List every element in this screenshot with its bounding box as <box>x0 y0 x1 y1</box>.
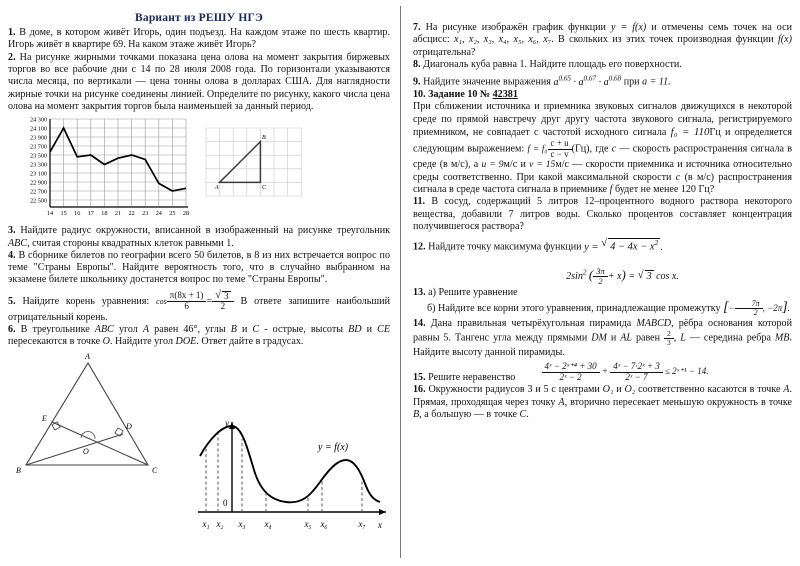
question-5-text-a: Найдите корень уравнения: <box>22 295 150 307</box>
tin-price-chart-svg <box>8 115 193 223</box>
two-column-layout <box>8 6 792 558</box>
question-11-number: 11. <box>413 196 426 208</box>
q15-f1-num: 4ˣ − 2ˣ⁺⁴ + 30 <box>542 362 600 372</box>
q10-text-a: При сближении источника и приемника звуковых сигналов движущихся в некоторой среде по прямой навстречу друг другу частота звукового сигнала, регистрируемого приемником, не совпадает с частотой исходного сигнала <box>413 101 792 138</box>
tri-label-A: A <box>85 352 90 361</box>
q14-text-b: , рёбра основания которой равны 5. Тангенс угла между прямыми <box>413 317 793 344</box>
q10-c: c <box>611 143 617 155</box>
q14-mb: MB <box>774 332 790 344</box>
question-1-text: В доме, в котором живёт Игорь, один подъезд. На каждом этаже по шесть квартир. Игорь живёт в квартире 69. На каком этаже живёт Игорь? <box>8 27 390 51</box>
q16-text-f: . <box>526 409 529 420</box>
question-5-number: 5. <box>8 295 16 307</box>
q14-text-a: Дана правильная четырёхугольная пирамида <box>430 317 637 329</box>
svg-text:24 300: 24 300 <box>29 116 47 124</box>
q10-f0: f₀ = 110 <box>670 125 710 138</box>
q7-text-b: и отмечены семь точек на оси абсцисс: <box>413 22 792 46</box>
q16-pc: C <box>519 409 527 420</box>
q10-ms1: м/с <box>503 159 518 171</box>
q14-text-e: — середина ребра <box>685 332 775 344</box>
q8-text: Диагональ куба равна 1. Найдите площадь его поверхности. <box>423 58 682 70</box>
question-16-number: 16. <box>413 384 426 396</box>
q9-value: a = 11. <box>642 76 671 88</box>
sqrt-icon: √ 3 <box>638 270 654 282</box>
question-7-number: 7. <box>413 22 421 33</box>
q6-b: B <box>230 323 237 335</box>
q6-abc: ABC <box>94 323 114 335</box>
q10-heading-text: Задание 10 № <box>428 88 491 100</box>
svg-text:23 300: 23 300 <box>29 161 47 169</box>
question-16 <box>413 384 792 421</box>
q13-part-b-label: б) <box>427 302 436 314</box>
question-5 <box>8 291 390 324</box>
question-4 <box>8 250 390 287</box>
q6-t1: В <box>20 323 28 335</box>
svg-text:23 700: 23 700 <box>29 143 47 151</box>
q14-tan-den: 3 <box>667 338 671 347</box>
question-12-number: 12. <box>413 241 426 253</box>
q15-f2-den: 2ˣ − 7 <box>625 371 648 382</box>
grid-label-B: B <box>262 135 266 142</box>
q10-formula-unit: (Гц), <box>571 143 593 155</box>
question-13-part-b <box>413 299 792 318</box>
q6-o: O <box>102 336 110 348</box>
q12-text: Найдите точку максимума функции <box>428 241 582 253</box>
q6-t5: углы <box>205 323 226 335</box>
question-10-number: 10. <box>413 88 426 100</box>
q6-t4: равен <box>154 323 179 335</box>
q6-t12: . Ответ дайте в градусах. <box>196 336 304 348</box>
grid-label-C: C <box>262 185 267 192</box>
q10-text-g: будет не менее 120 Гц? <box>614 184 715 195</box>
question-5-rhs-num <box>212 291 234 302</box>
q9-text-b: при <box>623 76 640 88</box>
grid-triangle-figure <box>201 125 311 201</box>
question-3-number: 3. <box>8 225 16 237</box>
q11-text: В сосуд, содержащий 5 литров 12–процентного водного раствора некоторого вещества, добавили 7 литров воды. Сколько процентов составляет концентрация получившегося раствора? <box>413 196 793 232</box>
q15-rhs: ≤ 2ˣ⁺¹ − 14. <box>664 366 709 377</box>
q15-fraction-1 <box>542 362 600 382</box>
q7-fn: y = f(x) <box>610 22 647 33</box>
svg-text:23 500: 23 500 <box>29 152 47 160</box>
q15-text: Решите неравенство <box>428 372 516 384</box>
svg-text:18: 18 <box>101 210 108 218</box>
q6-t6: и <box>241 323 248 335</box>
tin-price-chart <box>8 115 193 223</box>
q6-t10: пересекаются в точке <box>8 336 101 348</box>
question-7 <box>413 22 792 59</box>
q10-text-f: (в м/с) распространения сигнала в среде частота сигнала в приемнике <box>413 171 792 195</box>
sqrt-icon: √ 3 <box>215 291 231 301</box>
grid-label-A: A <box>215 185 219 192</box>
q14-tan-num: 2 <box>664 330 674 339</box>
question-13-number: 13. <box>413 286 426 298</box>
question-8 <box>413 59 792 71</box>
q6-doe: DOE <box>175 336 197 348</box>
figures-row-chart-grid <box>8 115 390 223</box>
svg-text:17: 17 <box>87 210 94 218</box>
q6-t8: высоты <box>310 323 344 335</box>
q13-text-b: Найдите все корни этого уравнения, принадлежащие промежутку <box>438 302 721 314</box>
q10-formula-fraction <box>548 139 572 159</box>
q10-formula-num: c + u <box>548 139 572 149</box>
question-9 <box>413 74 792 89</box>
svg-text:22 700: 22 700 <box>29 188 47 196</box>
graph-curve-label: y = f(x) <box>318 442 349 453</box>
q14-and1: и <box>606 332 621 344</box>
question-3-text-b: , считая стороны квадратных клеток равными 1. <box>27 237 234 249</box>
tri-label-B: B <box>16 465 21 475</box>
q16-and1: и <box>613 384 625 396</box>
svg-text:24: 24 <box>155 210 162 218</box>
q14-text-d: , <box>673 332 681 344</box>
svg-text:15: 15 <box>60 210 67 218</box>
q16-o1: O₁ <box>602 384 614 396</box>
question-4-text: В сборнике билетов по географии всего 50 билетов, в 8 из них встречается вопрос по теме "Страны Европы". Найдите вероятность того, что в случайно выбранном на экзамене билете школьнику достанется вопрос по теме "Страны Европы". <box>8 249 390 286</box>
question-10-heading <box>413 89 792 101</box>
question-9-number: 9. <box>413 76 421 88</box>
function-graph-figure <box>190 408 395 558</box>
tri-label-C: C <box>152 465 158 475</box>
q10-formula-den: c − v <box>550 148 569 159</box>
svg-text:22: 22 <box>128 210 135 218</box>
q16-text-b: соответственно касаются в точке <box>635 384 784 396</box>
q10-and: и <box>520 159 526 171</box>
q6-t3: угол <box>118 323 138 335</box>
question-5-text-b: В ответе запишите наибольший отрицательный корень. <box>8 295 390 323</box>
question-2-text: На рисунке жирными точками показана цена олова на момент закрытия биржевых торгов во все рабочие дни с 14 по 28 июля 2008 года. По горизонтали указываются числа месяца, по вертикали — цена тонны олова в долларах США. Для наглядности жирные точки на рисунке соединены линией. Определите по рисунку, какого числа цена олова на момент закрытия торгов была наименьшей за данный период. <box>8 51 390 112</box>
q6-t7: - острые, <box>264 323 306 335</box>
q10-text-c: где <box>595 143 609 155</box>
question-1 <box>8 27 390 52</box>
svg-text:28: 28 <box>182 210 190 218</box>
graph-point-x3: x₃ <box>238 519 246 529</box>
q15-fraction-2 <box>610 362 662 382</box>
q7-points: x₁, x₂, x₃, x₄, x₅, x₆, x₇ <box>454 34 552 46</box>
q10-text-d: — скорость распространения сигнала в среде (в м/с), а <box>413 143 792 171</box>
question-14 <box>413 318 792 359</box>
right-column <box>400 6 792 558</box>
question-4-number: 4. <box>8 249 16 261</box>
question-15-number: 15. <box>413 372 426 384</box>
question-14-number: 14. <box>413 317 426 329</box>
svg-text:23 100: 23 100 <box>29 170 47 178</box>
question-5-rhs-den: 2 <box>220 301 226 312</box>
q10-f: f <box>609 184 613 195</box>
svg-text:21: 21 <box>114 210 122 218</box>
svg-text:16: 16 <box>74 210 81 218</box>
question-11 <box>413 196 792 233</box>
question-5-frac-den: 6 <box>184 300 189 311</box>
graph-point-x6: x₆ <box>320 519 328 529</box>
graph-point-x2: x₂ <box>216 519 224 529</box>
graph-point-x5: x₅ <box>304 519 312 529</box>
svg-text:23: 23 <box>142 210 149 218</box>
question-5-equals: = <box>206 295 213 307</box>
svg-text:24 100: 24 100 <box>29 125 47 133</box>
question-3-text-a: Найдите радиус окружности, вписанной в изображенный на рисунке треугольник <box>20 225 390 237</box>
function-graph-svg <box>190 408 395 558</box>
question-6 <box>8 324 390 349</box>
q6-c: C <box>252 323 260 335</box>
question-12 <box>413 238 792 254</box>
grid-triangle-svg <box>201 125 311 201</box>
tri-label-D: D <box>126 421 132 431</box>
q6-t9: и <box>366 323 373 335</box>
question-5-fraction-left <box>167 291 207 311</box>
altitudes-triangle-svg <box>8 353 178 488</box>
question-6-number: 6. <box>8 323 16 335</box>
q6-angle: 46°, <box>183 323 201 335</box>
q10-text-b: и определяется следующим выражением: <box>413 126 792 155</box>
q10-v: v = 15 <box>529 160 556 171</box>
graph-point-x7: x₇ <box>358 519 366 529</box>
question-2 <box>8 52 390 114</box>
q6-t2: треугольнике <box>32 323 90 335</box>
question-8-number: 8. <box>413 58 421 70</box>
q16-o2: O₂ <box>624 384 636 396</box>
q10-formula-lhs: f = f₀ <box>527 143 548 154</box>
question-3-abc: ABC <box>8 237 28 249</box>
page-title: Вариант из РЕШУ НГЭ <box>135 12 263 24</box>
tri-label-O: O <box>83 446 89 456</box>
question-5-frac-num: π(8x + 1) <box>167 291 207 301</box>
q16-pb: B <box>413 409 420 420</box>
q6-a: A <box>142 323 150 335</box>
q9-expression: $a^{0,65} \cdot a^{0,67} \cdot a^{0,68}$ <box>553 74 622 88</box>
svg-text:22 500: 22 500 <box>29 197 47 205</box>
sqrt-icon: √ $4 - 4x - x^2$ <box>601 238 660 254</box>
q10-ms2: м/с <box>555 159 569 171</box>
q16-pa2: A <box>558 396 565 408</box>
question-2-number: 2. <box>8 51 16 63</box>
graph-axis-y-label: y <box>225 418 229 428</box>
q13-equation: $2\sin^2$ ( $\frac{3\pi}{2}$ + x) = √ 3 cos x. <box>453 267 792 286</box>
q10-hz: Гц <box>709 126 721 138</box>
q12-formula: y = √ $4 - 4x - x^2$ . <box>584 242 663 253</box>
svg-text:14: 14 <box>46 210 54 218</box>
graph-point-x1: x₁ <box>202 519 210 529</box>
q14-l: L <box>680 332 686 344</box>
q13-interval: [− $\frac{7\pi}{2}$ , −2π]. <box>723 299 790 318</box>
q7-fx: f(x) <box>777 34 792 46</box>
q10-text-e: — скорости приемника и источника относительно среды соответственно. При какой максимальной скорости <box>413 159 792 183</box>
q16-text-a: Окружности радиусов 3 и 5 с центрами <box>428 384 603 396</box>
q10-c2: c <box>675 171 681 183</box>
svg-text:23 900: 23 900 <box>29 134 47 142</box>
q6-bd: BD <box>348 323 362 335</box>
q16-text-d: , вторично пересекает меньшую окружность в точке <box>564 396 793 408</box>
q14-pyramid: MABCD <box>636 317 672 329</box>
q14-al: AL <box>620 332 632 344</box>
q16-text-c: . Прямая, проходящая через точку <box>413 384 792 408</box>
q7-text-a: На рисунке изображён график функции <box>425 22 611 33</box>
svg-text:25: 25 <box>169 210 176 218</box>
graph-axis-x-label: x <box>378 520 382 530</box>
question-13 <box>413 287 792 299</box>
graph-point-x4: x₄ <box>264 519 272 529</box>
q14-dm: DM <box>591 332 607 344</box>
q14-tangent-fraction <box>664 330 674 347</box>
q15-f1-den: 2ˣ − 2 <box>559 371 582 382</box>
question-1-number: 1. <box>8 27 16 38</box>
q16-pa: A <box>783 384 790 396</box>
question-10-body <box>413 101 792 196</box>
question-3 <box>8 225 390 250</box>
tri-label-E: E <box>42 413 47 423</box>
question-5-cos: cos <box>156 296 167 306</box>
q13-part-a: а) Решите уравнение <box>428 286 518 298</box>
graph-origin-label: 0 <box>223 498 228 508</box>
q15-f2-num: 4ˣ − 7·2ˣ + 3 <box>610 362 662 372</box>
question-5-fraction-right <box>212 291 234 312</box>
q14-text-f: . Найдите высоту данной пирамиды. <box>413 332 792 358</box>
q7-text-c: . В скольких из этих точек производная функции <box>551 34 778 46</box>
svg-text:22 900: 22 900 <box>29 179 47 187</box>
q16-text-e: , а большую — в точке <box>419 409 520 420</box>
q10-u: u = 9 <box>481 160 504 171</box>
q9-text-a: Найдите значение выражения <box>423 76 551 88</box>
q14-text-c: равен <box>632 332 665 344</box>
q6-t11: . Найдите угол <box>109 336 174 348</box>
q15-plus: + <box>601 366 608 377</box>
q7-text-d: отрицательна? <box>413 46 476 58</box>
q6-ce: CE <box>377 323 391 335</box>
q10-task-id-link[interactable]: 42381 <box>492 88 518 100</box>
